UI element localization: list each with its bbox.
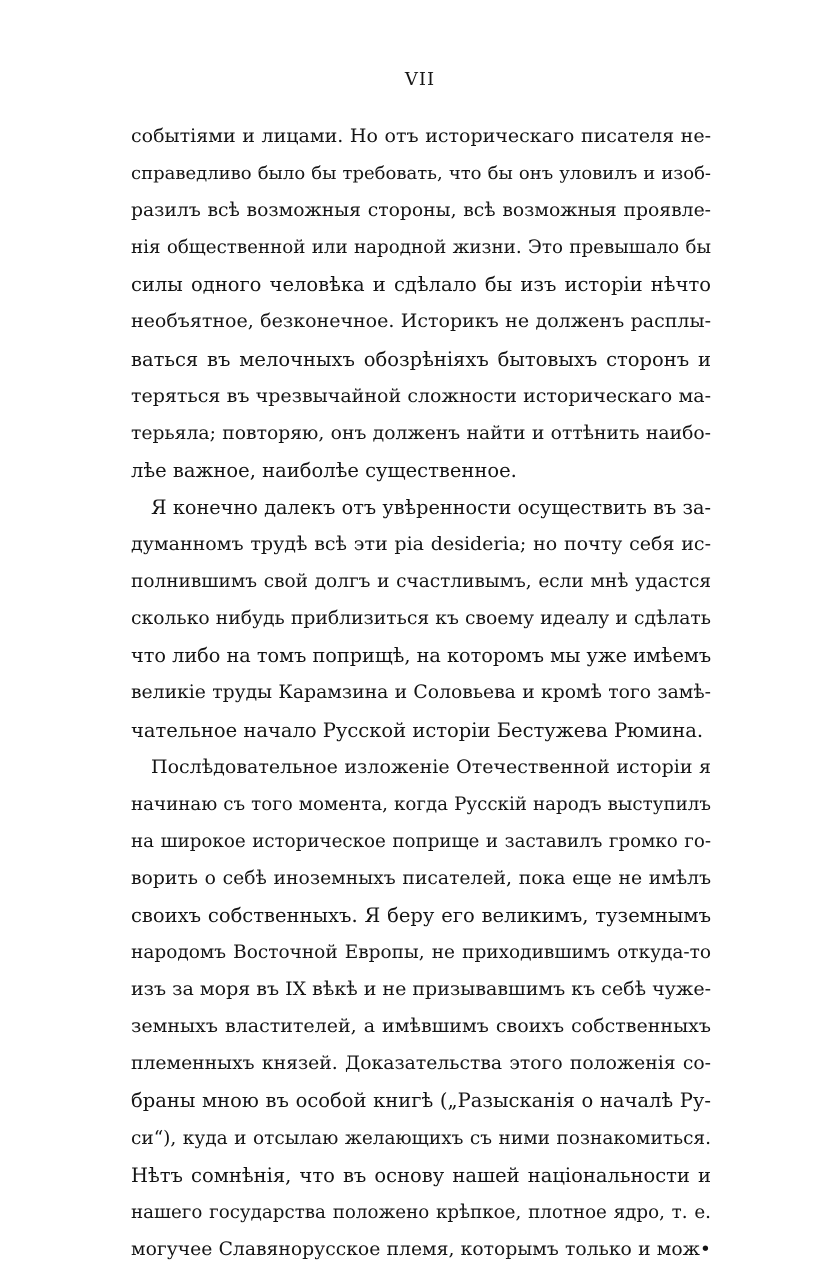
text-line: теряться въ чрезвычайной сложности историческаго ма-: [131, 384, 711, 407]
text-line: Нѣтъ сомнѣнія, что въ основу нашей національности и: [131, 1163, 711, 1187]
text-line: на широкое историческое поприще и заставилъ громко го-: [131, 830, 711, 852]
text-line: событіями и лицами. Но отъ историческаго писателя не-: [131, 125, 711, 147]
text-line: полнившимъ свой долгъ и счастливымъ, если мнѣ удастся: [131, 571, 711, 593]
text-line: разилъ всѣ возможныя стороны, всѣ возможныя проявле-: [131, 200, 711, 222]
text-line: браны мною въ особой книгѣ („Разысканія о началѣ Ру-: [131, 1089, 711, 1113]
text-line: нашего государства положено крѣпкое, плотное ядро, т. е.: [131, 1201, 711, 1223]
text-line: что либо на томъ поприщѣ, на которомъ мы уже имѣемъ: [131, 644, 712, 668]
text-line: чательное начало Русской исторіи Бестужева Рюмина.: [131, 718, 704, 742]
text-line: могучее Славянорусское племя, которымъ только и мож•: [131, 1238, 711, 1260]
text-line: ворить о себѣ иноземныхъ писателей, пока еще не имѣлъ: [131, 867, 711, 889]
text-line: сколько нибудь приблизиться къ своему идеалу и сдѣлать: [131, 608, 711, 630]
text-line: необъятное, безконечное. Историкъ не долженъ расплы-: [131, 310, 711, 333]
text-line: думанномъ трудѣ всѣ эти pia desideria; но почту себя ис-: [131, 533, 711, 556]
text-line: великіе труды Карамзина и Соловьева и кромѣ того замѣ-: [131, 682, 711, 704]
text-line: терьяла; повторяю, онъ долженъ найти и оттѣнить наибо-: [131, 422, 711, 444]
text-line: силы одного человѣка и сдѣлало бы изъ исторіи нѣчто: [131, 273, 711, 297]
text-block: [131, 118, 711, 1268]
text-line: лѣе важное, наиболѣе существенное.: [131, 458, 517, 482]
text-line: нія общественной или народной жизни. Это превышало бы: [131, 237, 711, 259]
paragraph-first-line: Послѣдовательное изложеніе Отечественной исторіи я: [151, 755, 711, 778]
page-number: VII: [404, 69, 436, 90]
text-line: си“), куда и отсылаю желающихъ съ ними познакомиться.: [131, 1127, 711, 1149]
text-line: своихъ собственныхъ. Я беру его великимъ, туземнымъ: [131, 903, 711, 927]
text-line: изъ за моря въ IX вѣкѣ и не призывавшимъ къ себѣ чуже-: [131, 978, 712, 1001]
text-line: начинаю съ того момента, когда Русскій народъ выступилъ: [131, 793, 711, 815]
text-line: ваться въ мелочныхъ обозрѣніяхъ бытовыхъ сторонъ и: [131, 347, 711, 371]
text-line: племенныхъ князей. Доказательства этого положенія со-: [131, 1053, 711, 1075]
text-line: народомъ Восточной Европы, не приходившимъ откуда-то: [131, 942, 711, 964]
text-line: справедливо было бы требовать, что бы онъ уловилъ и изоб-: [131, 163, 711, 185]
paragraph-first-line: Я конечно далекъ отъ увѣренности осуществить въ за-: [151, 495, 711, 519]
text-line: земныхъ властителей, а имѣвшимъ своихъ собственныхъ: [131, 1015, 711, 1038]
